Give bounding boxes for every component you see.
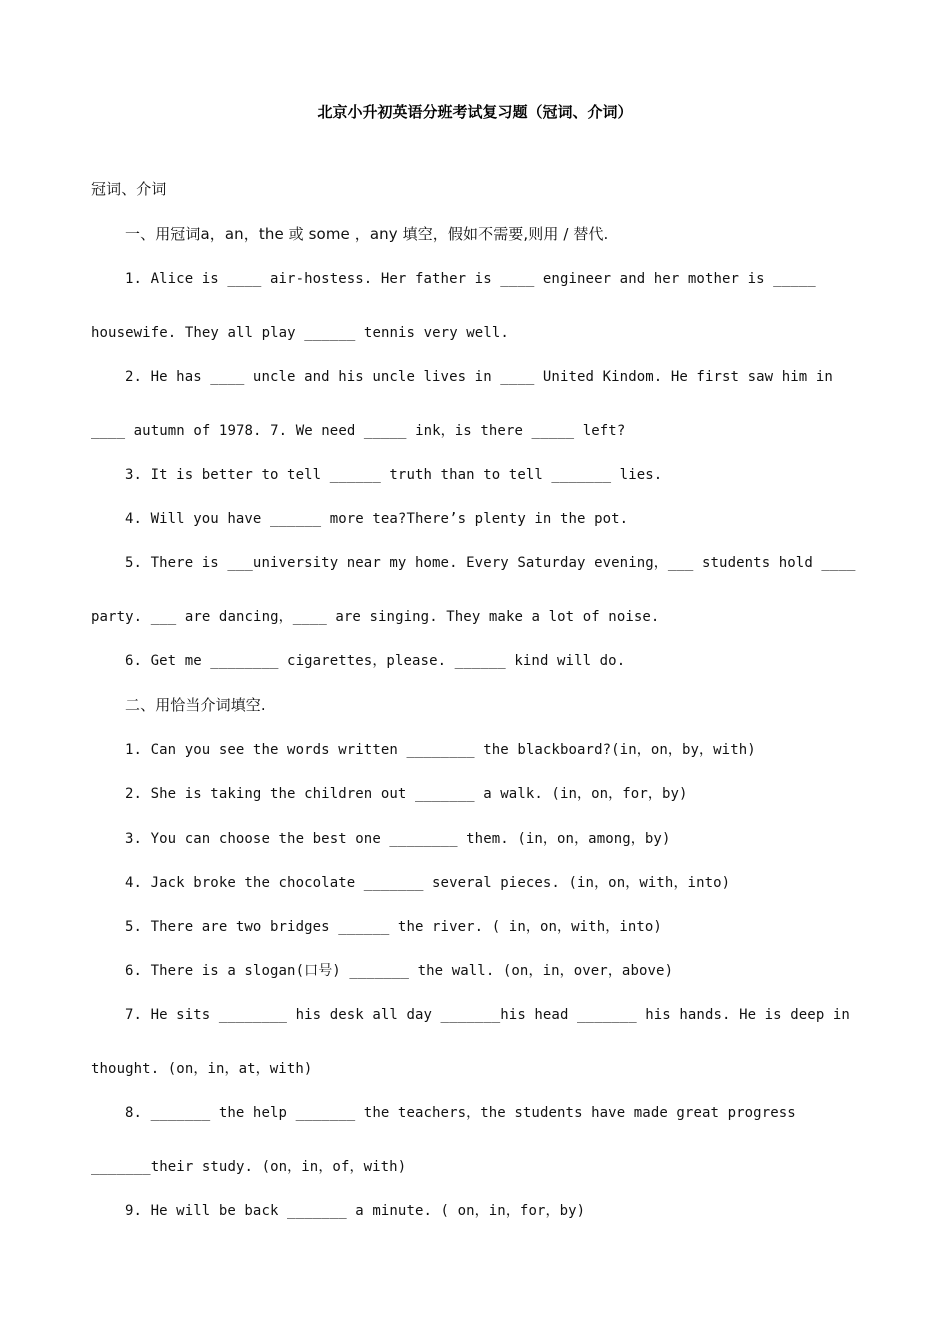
- part2-q3: 3. You can choose the best one ________ them. (in，on，among，by): [125, 831, 671, 847]
- part2-q2: 2. She is taking the children out _______ a walk. (in，on，for，by): [125, 786, 688, 802]
- part1-q3: 3. It is better to tell ______ truth than to tell _______ lies.: [125, 467, 663, 483]
- part1-q5-line1: 5. There is ___university near my home. Every Saturday evening，___ students hold ____: [125, 555, 856, 571]
- part1-instruction: 一、用冠词a，an，the 或 some ，any 填空，假如不需要,则用 / 替代.: [125, 225, 609, 243]
- part1-q4: 4. Will you have ______ more tea?There’s plenty in the pot.: [125, 511, 629, 527]
- part2-q6: 6. There is a slogan(口号) _______ the wall. (on，in，over，above): [125, 963, 674, 979]
- part1-q6: 6. Get me ________ cigarettes，please. ______ kind will do.: [125, 653, 626, 669]
- section-label: 冠词、介词: [91, 180, 167, 198]
- part1-q2-line1: 2. He has ____ uncle and his uncle lives in ____ United Kindom. He first saw him in: [125, 369, 833, 385]
- part2-q8-line2: _______their study. (on，in，of，with): [91, 1159, 407, 1175]
- part2-q7-line2: thought. (on，in，at，with): [91, 1061, 313, 1077]
- part2-q1: 1. Can you see the words written ________ the blackboard?(in，on，by，with): [125, 742, 756, 758]
- part2-q4: 4. Jack broke the chocolate _______ several pieces. (in，on，with，into): [125, 875, 731, 891]
- part2-q9: 9. He will be back _______ a minute. ( on，in，for，by): [125, 1203, 586, 1219]
- document-title: 北京小升初英语分班考试复习题（冠词、介词）: [317, 103, 633, 121]
- part1-q1-line2: housewife. They all play ______ tennis very well.: [91, 325, 509, 341]
- part2-q5: 5. There are two bridges ______ the river. ( in，on，with，into): [125, 919, 662, 935]
- part1-q5-line2: party. ___ are dancing，____ are singing. They make a lot of noise.: [91, 609, 660, 625]
- part2-instruction: 二、用恰当介词填空.: [125, 696, 266, 714]
- part1-q1-line1: 1. Alice is ____ air-hostess. Her father is ____ engineer and her mother is _____: [125, 271, 816, 287]
- part1-q2-line2: ____ autumn of 1978. 7. We need _____ ink，is there _____ left?: [91, 423, 626, 439]
- part2-q8-line1: 8. _______ the help _______ the teachers，the students have made great progress: [125, 1105, 796, 1121]
- part2-q7-line1: 7. He sits ________ his desk all day _______his head _______ his hands. He is deep in: [125, 1007, 850, 1023]
